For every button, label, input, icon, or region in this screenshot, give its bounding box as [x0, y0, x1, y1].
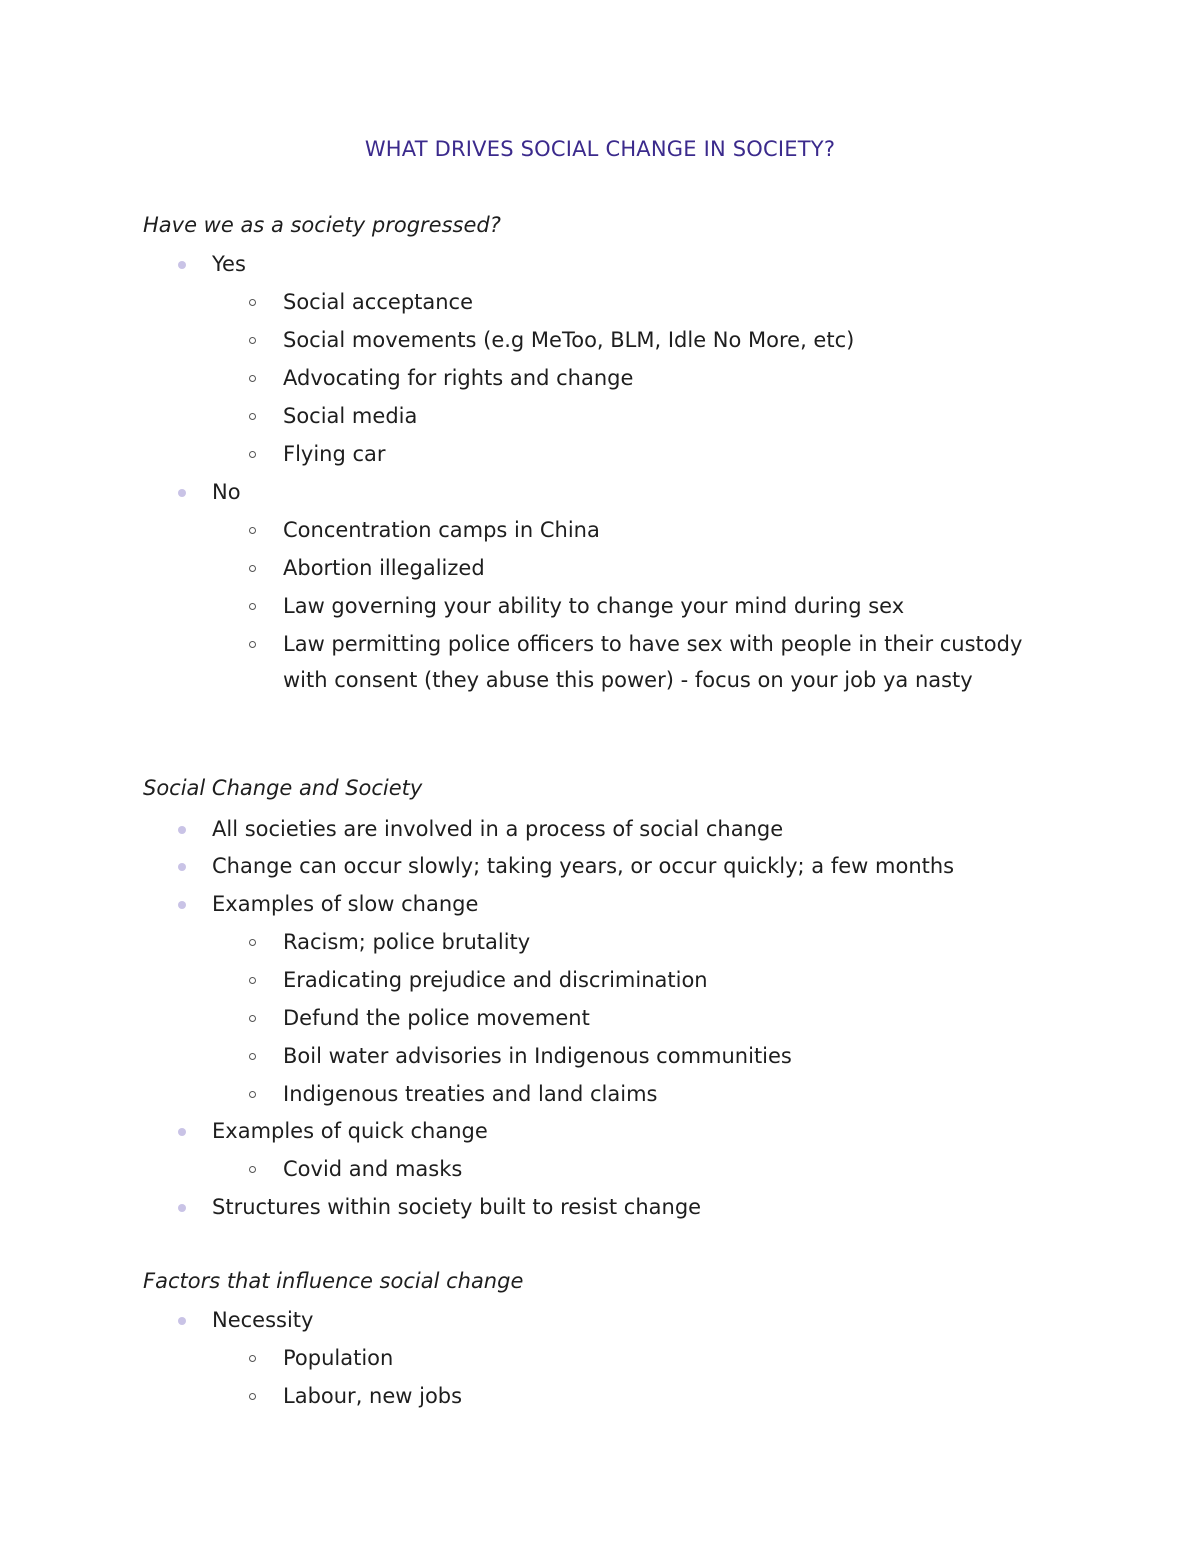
bullet-circle-icon — [249, 375, 256, 382]
section-heading: Have we as a society progressed? — [143, 213, 501, 237]
list-item: Yes — [212, 252, 246, 276]
list-item: No — [212, 480, 241, 504]
sub-list-item: Covid and masks — [283, 1157, 463, 1181]
sub-list-item: Defund the police movement — [283, 1006, 590, 1030]
bullet-dot-icon — [178, 826, 186, 834]
sub-list-item: Eradicating prejudice and discrimination — [283, 968, 708, 992]
bullet-circle-icon — [249, 1091, 256, 1098]
document-title: WHAT DRIVES SOCIAL CHANGE IN SOCIETY? — [364, 137, 836, 161]
sub-list-item: Indigenous treaties and land claims — [283, 1082, 658, 1106]
bullet-dot-icon — [178, 261, 186, 269]
sub-list-item: Law permitting police officers to have sex with people in their custody with consent (they abuse this power) - focus on your job ya nasty — [283, 632, 1023, 692]
bullet-circle-icon — [249, 565, 256, 572]
bullet-circle-icon — [249, 413, 256, 420]
bullet-dot-icon — [178, 863, 186, 871]
sub-list-item: Social acceptance — [283, 290, 474, 314]
bullet-circle-icon — [249, 641, 256, 648]
bullet-dot-icon — [178, 1128, 186, 1136]
bullet-circle-icon — [249, 337, 256, 344]
sub-list-item: Population — [283, 1346, 394, 1370]
sub-list-item: Social movements (e.g MeToo, BLM, Idle No More, etc) — [283, 328, 855, 352]
sub-list-item: Social media — [283, 404, 418, 428]
list-item: Necessity — [212, 1308, 314, 1332]
bullet-circle-icon — [249, 299, 256, 306]
sub-list-item: Racism; police brutality — [283, 930, 531, 954]
bullet-circle-icon — [249, 1015, 256, 1022]
bullet-circle-icon — [249, 1166, 256, 1173]
bullet-circle-icon — [249, 1393, 256, 1400]
bullet-dot-icon — [178, 1204, 186, 1212]
section-heading: Factors that influence social change — [143, 1269, 524, 1293]
list-item: All societies are involved in a process of social change — [212, 817, 784, 841]
bullet-circle-icon — [249, 603, 256, 610]
bullet-circle-icon — [249, 1355, 256, 1362]
bullet-dot-icon — [178, 901, 186, 909]
sub-list-item: Advocating for rights and change — [283, 366, 634, 390]
bullet-dot-icon — [178, 1317, 186, 1325]
bullet-circle-icon — [249, 451, 256, 458]
sub-list-item: Flying car — [283, 442, 386, 466]
section-heading: Social Change and Society — [143, 776, 423, 800]
bullet-circle-icon — [249, 939, 256, 946]
list-item: Examples of quick change — [212, 1119, 488, 1143]
list-item: Structures within society built to resist change — [212, 1195, 702, 1219]
list-item: Examples of slow change — [212, 892, 479, 916]
list-item: Change can occur slowly; taking years, or occur quickly; a few months — [212, 854, 955, 878]
bullet-circle-icon — [249, 527, 256, 534]
sub-list-item: Labour, new jobs — [283, 1384, 463, 1408]
bullet-circle-icon — [249, 1053, 256, 1060]
bullet-dot-icon — [178, 489, 186, 497]
sub-list-item: Law governing your ability to change your mind during sex — [283, 594, 905, 618]
bullet-circle-icon — [249, 977, 256, 984]
sub-list-item: Boil water advisories in Indigenous communities — [283, 1044, 792, 1068]
sub-list-item: Abortion illegalized — [283, 556, 485, 580]
sub-list-item: Concentration camps in China — [283, 518, 600, 542]
